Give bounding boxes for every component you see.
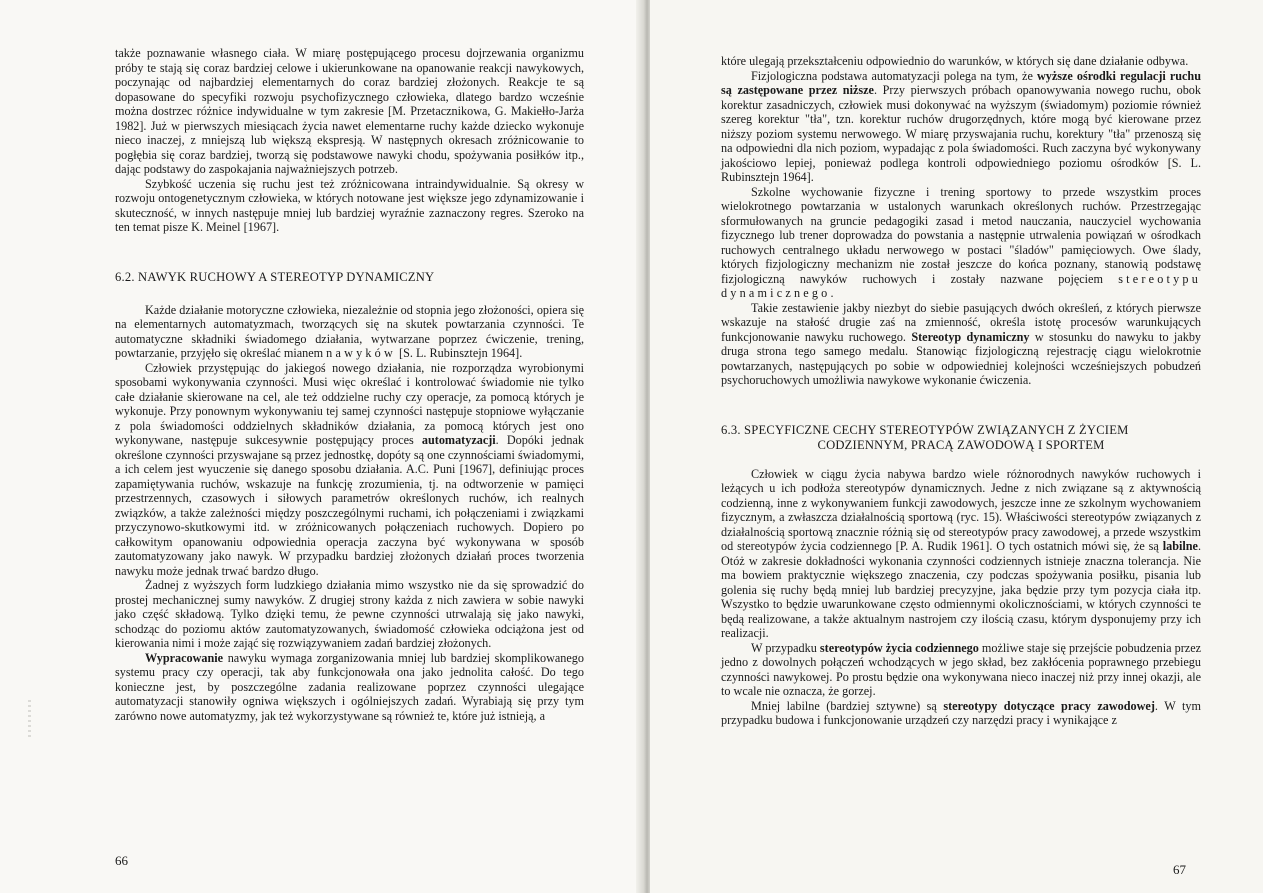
- paragraph: [115, 361, 584, 579]
- text: Takie zestawienie jakby niezbyt do siebie pasujących dwóch określeń, z których pierwsze wskazuje na stałość drugie zaś na zmienność, określa istotę procesów warunkujących funkcjonowanie nawyku ruchowego.: [721, 300, 1201, 344]
- bold-term: stereotypów życia codziennego: [819, 640, 979, 655]
- paragraph: także poznawanie własnego ciała. W miarę postępującego procesu dojrzewania organizmu próby te stają się coraz bardziej celowe i ukierunkowane na opanowanie reakcji nawykowych, poczynając od najbardziej elementarnych do coraz bardziej złożonych. Reakcje te są dopasowane do specyfiki rozwoju psychofizycznego człowieka, dlatego bardzo wcześnie można dostrzec różnice indywidualne w tym zakresie [M. Przetacznikowa, G. Makiełło-Jarża 1982]. Już w pierwszych miesiącach życia nawet elementarne ruchy każde dziecko wykonuje nieco inaczej, z mniejszą lub większą ekspresją. W następnych okresach zróżnicowanie to pogłębia się coraz bardziej, tworzą się podstawowe nawyki chodu, spożywania posiłków itp., dając podstawy do zaspokajania najważniejszych potrzeb.: [115, 46, 584, 176]
- paragraph: [115, 303, 584, 361]
- bold-term: automatyzacji: [421, 433, 496, 447]
- bold-term: stereotypy dotyczące pracy zawodowej: [943, 698, 1155, 713]
- section-heading-6-3: 6.3. SPECYFICZNE CECHY STEREOTYPÓW ZWIĄZANYCH Z ŻYCIEM: [721, 422, 1129, 437]
- page-number: 66: [115, 853, 128, 868]
- text: możliwe staje się przejście pobudzenia przez jedno z dowolnych połączeń wchodzących w jego skład, bez zakłócenia poprawnego przebiegu czynności nawykowej. Po prostu będzie ona wykonywana nieco inaczej niż przy innej okazji, ale to wcale nie oznacza, że gorzej.: [721, 640, 1202, 698]
- spaced-term: nawyków: [326, 346, 396, 360]
- right-page: [650, 0, 1263, 893]
- paragraph: [115, 651, 584, 724]
- text: Fizjologiczna podstawa automatyzacji polega na tym, że: [751, 68, 1033, 83]
- text: Każde działanie motoryczne człowieka, niezależnie od stopnia jego złożoności, opiera się na elementarnych automatyzmach, tworzących się na skutek powtarzania czynności. Te automatyczne składniki świadomego działania, wytwarzane poprzez ćwiczenie, trening, powtarzanie, przyjęło się określać mianem: [115, 302, 584, 360]
- left-text-column: [115, 46, 584, 723]
- paragraph: [721, 69, 1201, 185]
- text: . Otóż w zakresie dokładności wykonania czynności codziennych istnieje znaczna tolerancja. Nie ma bowiem praktycznie większego znaczenia, czy podczas spożywania posiłku, pisania lub golenia się ruchy będą mniej lub bardziej precyzyjne, jaka będzie przy tym pozycja ciała itp. Wszystko to będzie uwarunkowane często odmiennymi okolicznościami, w których czynności te będą realizowane, a także aktualnym nastrojem czy ilością czasu, którym dysponujemy przy ich realizacji.: [721, 539, 1201, 640]
- bold-term: Wypracowanie: [145, 650, 224, 665]
- right-text-column: [721, 54, 1201, 728]
- section-heading-6-3-cont: CODZIENNYM, PRACĄ ZAWODOWĄ I SPORTEM: [817, 437, 1105, 452]
- text: Człowiek przystępując do jakiegoś nowego działania, nie rozporządza wyrobionymi sposobami wykonywania czynności. Musi więc określać i kontrolować świadomie nie tylko całe działanie skierowane na cel, ale też oddzielne ruchy czy operacje, za pomocą których je wykonuje. Przy ponownym wykonywaniu tej samej czynności następuje stopniowe wyłączanie z pola świadomości oddzielnych składników działania, za pomocą których jest ono wykonywane, następuje sukcesywnie postępujący proces: [115, 360, 584, 447]
- text: Mniej labilne (bardziej sztywne) są: [751, 698, 937, 713]
- paragraph: [721, 185, 1201, 301]
- text: . Przy pierwszych próbach opanowywania nowego ruchu, obok korektur zasadniczych, człowiek musi dokonywać na wyższym (świadomym) poziomie również szereg korektur "tła", tzn. korektur ruchów drugorzędnych, które mogą być kierowane przez niższy poziom systemu nerwowego. W miarę przyswajania ruchu, korektury "tła" przenoszą się na odpowiedni dla nich poziom, wypadając z pola świadomości. Ruch zaczyna być wykonywany jakościowo lepiej, ponieważ podlega kontroli odpowiedniego poziomu ośrodków [S. L. Rubinsztejn 1964].: [721, 83, 1201, 184]
- text: W przypadku: [751, 640, 817, 655]
- text: Szkolne wychowanie fizyczne i trening sportowy to przede wszystkim proces wielokrotnego powtarzania w ustalonych warunkach określonych ruchów. Przestrzegając sformułowanych na gruncie pedagogiki zasad i metod nauczania, nauczyciel wychowania fizycznego lub trener doprowadza do powstania a następnie utrwalenia powiązań w ośrodkach ruchowych centralnego układu nerwowego w postaci "śladów" pamięciowych. Owe ślady, których fizjologiczny mechanizm nie został jeszcze do końca poznany, stanowią podstawę fizjologiczną nawyków ruchowych i zostały nazwane pojęciem: [721, 184, 1201, 286]
- paragraph: [721, 467, 1201, 641]
- text: nawyku wymaga zorganizowania mniej lub bardziej skomplikowanego systemu pracy czy operacji, tak aby funkcjonowała ona jako jednolita całość. Do tego konieczne jest, by poszczególne zadania realizowane poprzez czynności ulegające automatyzacji stanowiły ogniwa większych i ogólniejszych zadań. Wyrabiają się przy tym zarówno nowe automatyzmy, jak też wykorzystywane są również te, które już istnieją, a: [115, 650, 584, 723]
- text: w stosunku do nawyku to jakby druga strona tego samego medalu. Stanowiąc fizjologiczną rejestrację ciągu wielokrotnie powtarzanych, następujących po sobie w odpowiedniej kolejności wcześniejszych pobudzeń psychoruchowych umożliwia nawykowe wykonanie ćwiczenia.: [721, 329, 1202, 387]
- text: Człowiek w ciągu życia nabywa bardzo wiele różnorodnych nawyków ruchowych i leżących u ich podłoża stereotypów dynamicznych. Jedne z nich związane są z aktywnością codzienną, inne z wykonywaniem funkcji zawodowych, jeszcze inne ze szkolnym wychowaniem fizycznym, a zwłaszcza działalnością sportową (ryc. 15). Właściwości stereotypów związanych z działalnością sportową znacznie różnią się od stereotypów pracy zawodowej, a przede wszystkim od stereotypów życia codziennego [P. A. Rudik 1961]. O tych ostatnich mówi się, że są: [721, 466, 1201, 553]
- bold-term: labilne: [1162, 539, 1198, 553]
- paragraph: Szybkość uczenia się ruchu jest też zróżnicowana intraindywidualnie. Są okresy w rozwoju ontogenetycznym człowieka, w których notowane jest większe jego zdynamizowanie i skuteczność, w innych następuje mniej lub bardziej wyraźnie zaznaczony regres. Szeroko na ten temat pisze K. Meinel [1967].: [115, 176, 584, 234]
- bold-term: wyższe ośrodki regulacji ruchu są zastępowane przez niższe: [721, 68, 1201, 97]
- paragraph: [721, 301, 1201, 388]
- paragraph: [721, 699, 1201, 728]
- page-number: 67: [1173, 862, 1186, 877]
- text: . W tym przypadku budowa i funkcjonowanie urządzeń czy narzędzi pracy i wynikające z: [721, 698, 1202, 727]
- paragraph: które ulegają przekształceniu odpowiednio do warunków, w których się dane działanie odbywa.: [721, 54, 1189, 68]
- spaced-term: stereotypu dynamicznego: [721, 271, 1201, 300]
- text: .: [830, 286, 834, 300]
- paragraph: Żadnej z wyższych form ludzkiego działania mimo wszystko nie da się sprowadzić do prostej mechanicznej sumy nawyków. Z drugiej strony każda z nich zawiera w sobie nawyki jako część składową. Tylko dzięki temu, że pewne czynności utrwalają się jako nawyki, schodząc do poziomu aktów zautomatyzowanych, świadomość człowieka odciążona jest od kierowania nimi i może zająć się rozwiązywaniem zadań bardziej złożonych.: [115, 578, 584, 650]
- text: . Dopóki jednak określone czynności przyswajane są przez jednostkę, dopóty są one czynnościami świadomymi, a ich celem jest wyuczenie się danego sposobu działania. A.C. Puni [1967], definiując proces zapamiętywania ruchów, wskazuje na funkcję zrozumienia, tj. na odtworzenie w pamięci przestrzennych, czasowych i siłowych parametrów określonych ruchów, ich realnych związków, a także zależności między poszczególnymi ruchami, ich połączeniami i związkami przyczynowo-skutkowymi itd. w zróżnicowanych połączeniach ruchowych. Dopiero po całkowitym opanowaniu odpowiednia operacja zaczyna być wykonywana w sposób zautomatyzowany jako nawyk. W przypadku bardziej złożonych działań proces tworzenia nawyku może jednak trwać bardzo długo.: [115, 433, 584, 578]
- text: [S. L. Rubinsztejn 1964].: [399, 346, 523, 360]
- bold-term: Stereotyp dynamiczny: [911, 329, 1030, 344]
- paragraph: [721, 641, 1201, 699]
- scan-artifact: [28, 700, 31, 740]
- section-heading-6-2: 6.2. NAWYK RUCHOWY A STEREOTYP DYNAMICZNY: [115, 269, 435, 284]
